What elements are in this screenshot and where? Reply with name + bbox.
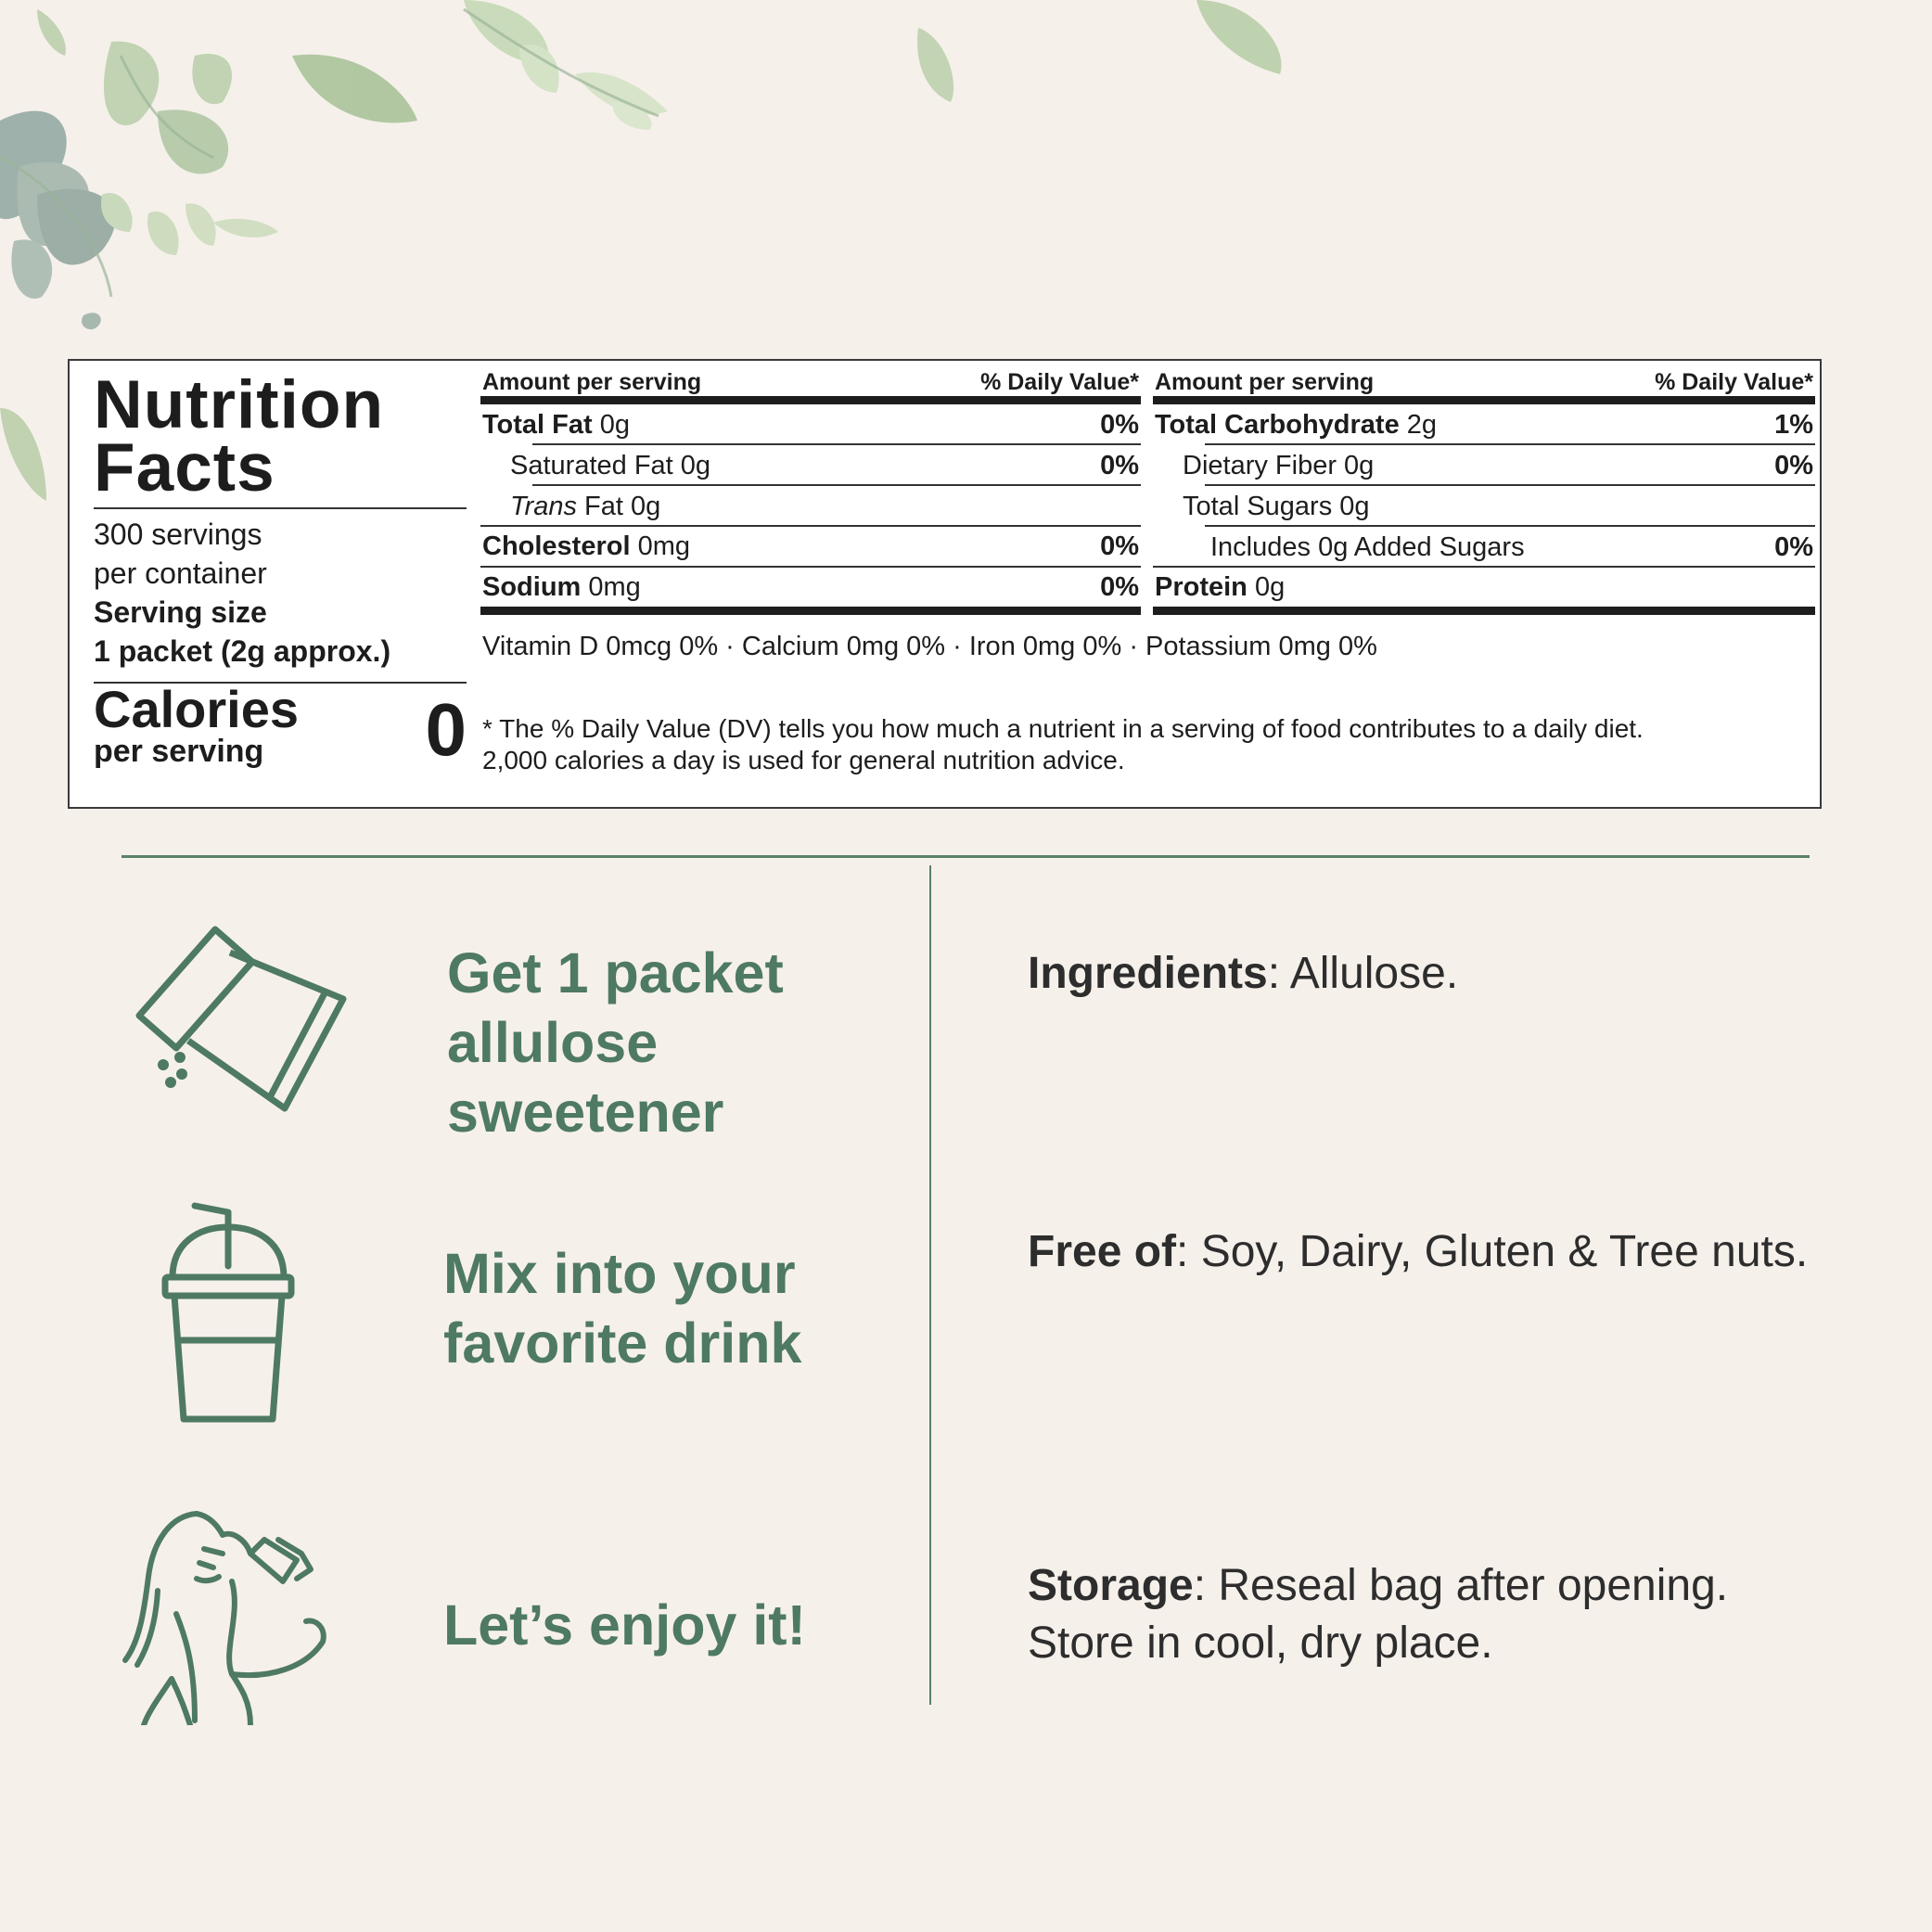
nutrient-row-trans-fat [480,486,1141,527]
daily-value-label: % Daily Value* [980,369,1139,395]
nutrient-amount: 2g [1399,409,1438,440]
divider [94,507,467,509]
free-of-info [1028,1223,1825,1281]
vitamins-line: Vitamin D 0mcg 0% · Calcium 0mg 0% · Iron 0mg 0% · Potassium 0mg 0% [482,632,1377,661]
nutrient-row-protein [1153,568,1815,615]
nutrient-column-2 [1153,361,1815,615]
storage-key: Storage [1028,1561,1194,1610]
nutrient-amount: 0g [592,409,631,440]
nutrition-facts-panel [68,359,1822,809]
servings-info [94,515,467,671]
step-3-text [443,1591,806,1660]
column-header [1153,361,1815,404]
nutrient-pct: 1% [1774,409,1813,440]
nutrient-name: Protein [1155,571,1247,602]
footnote-line-1: * The % Daily Value (DV) tells you how much a nutrient in a serving of food contributes to a daily diet. [482,714,1644,743]
serving-size-value: 1 packet (2g approx.) [94,634,391,668]
nutrient-name: Sodium [482,571,582,602]
column-header [480,361,1141,404]
section-divider [122,855,1810,858]
nutrient-pct: 0% [1774,450,1813,480]
storage-info [1028,1557,1825,1672]
step-1-line-3: sweetener [447,1081,724,1144]
nutrient-name: Total Sugars 0g [1183,491,1370,521]
step-1-line-2: allulose [447,1011,659,1074]
title-line-1: Nutrition [94,367,385,442]
nutrient-pct: 0% [1100,531,1139,561]
amount-per-serving-label: Amount per serving [1155,369,1375,395]
nutrient-row-sodium [480,568,1141,615]
calories-subtitle: per serving [94,734,264,769]
nutrient-pct: 0% [1774,531,1813,562]
nutrition-facts-title [94,361,467,505]
packet-pour-icon [130,918,352,1113]
nutrient-amount: 0mg [581,571,641,602]
free-of-value: : Soy, Dairy, Gluten & Tree nuts. [1176,1227,1809,1276]
nutrient-pct: 0% [1100,450,1139,480]
title-line-2: Facts [94,430,275,505]
drink-cup-icon [158,1201,301,1424]
storage-value: : Reseal bag after opening. Store in cool, dry place. [1028,1561,1729,1668]
nutrition-summary [94,361,467,684]
servings-per-container: per container [94,557,267,590]
nutrient-row-saturated-fat [480,445,1141,486]
step-2-line-2: favorite drink [443,1311,802,1375]
ingredients-info [1028,945,1825,1003]
nutrient-row-total-sugars [1153,486,1815,527]
step-3-line-1: Let’s enjoy it! [443,1593,806,1657]
calories-block [94,680,467,786]
nutrient-pct: 0% [1100,409,1139,440]
daily-value-label: % Daily Value* [1655,369,1813,395]
nutrient-name: Fat 0g [576,491,661,521]
nutrient-row-added-sugars [1153,527,1815,568]
nutrient-name: Dietary Fiber 0g [1183,450,1375,480]
free-of-key: Free of [1028,1227,1177,1276]
nutrient-name: Includes 0g Added Sugars [1210,531,1525,562]
nutrient-row-cholesterol [480,527,1141,568]
nutrient-name-italic: Trans [510,491,577,521]
step-1-line-1: Get 1 packet [447,941,784,1004]
step-1-text [447,939,784,1147]
ingredients-value: : Allulose. [1267,949,1459,998]
nutrient-amount: 0g [1247,571,1286,602]
serving-size-label: Serving size [94,595,267,629]
nutrient-row-dietary-fiber [1153,445,1815,486]
nutrient-row-total-fat [480,404,1141,445]
ingredients-key: Ingredients [1028,949,1268,998]
nutrient-name: Total Carbohydrate [1155,409,1400,440]
step-2-text [443,1239,801,1378]
calories-value: 0 [425,688,467,771]
amount-per-serving-label: Amount per serving [482,369,702,395]
daily-value-footnote [482,713,1644,776]
nutrient-name: Cholesterol [482,531,631,561]
servings-count: 300 servings [94,518,262,551]
calories-label: Calories [94,680,299,738]
nutrient-amount: 0mg [630,531,691,561]
footnote-line-2: 2,000 calories a day is used for general nutrition advice. [482,746,1125,774]
nutrient-row-total-carbohydrate [1153,404,1815,445]
nutrient-name: Saturated Fat 0g [510,450,711,480]
column-divider [929,865,931,1705]
woman-drinking-icon [121,1503,380,1725]
nutrient-name: Total Fat [482,409,593,440]
nutrient-pct: 0% [1100,571,1139,602]
step-2-line-1: Mix into your [443,1242,796,1305]
nutrient-column-1 [480,361,1141,615]
